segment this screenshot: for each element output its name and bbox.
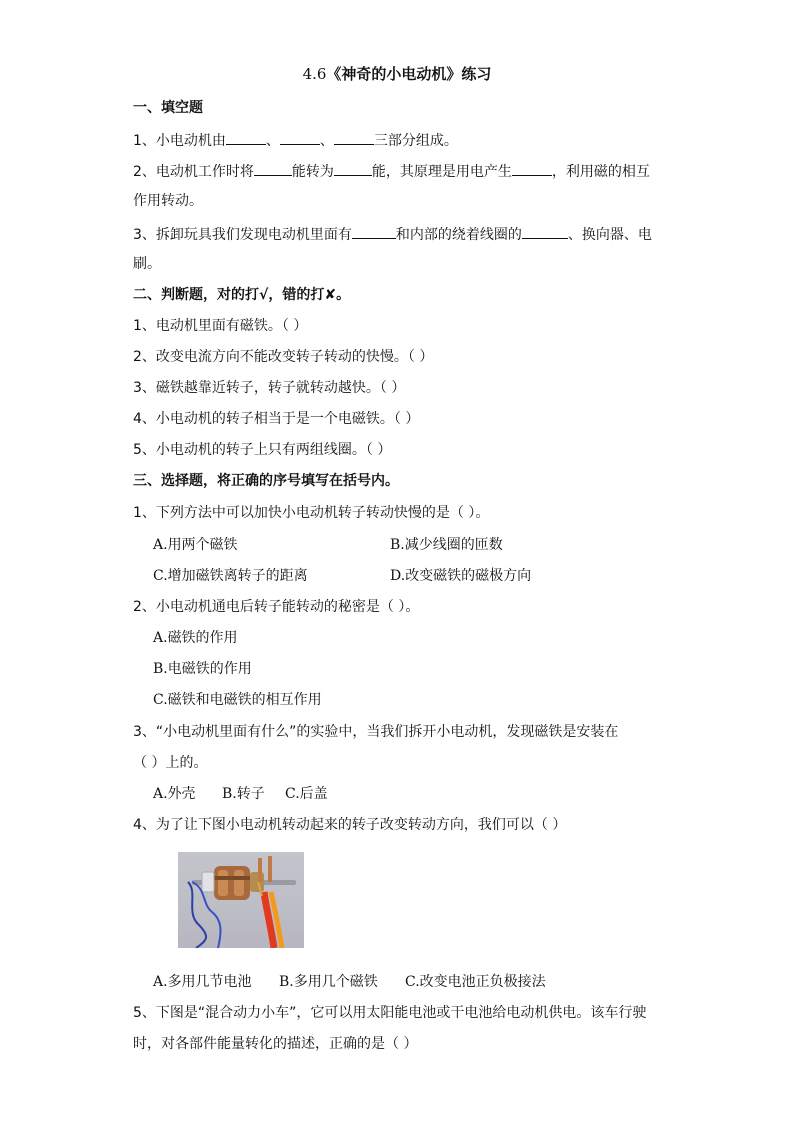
answer-blank[interactable] bbox=[334, 160, 372, 176]
q1-sep2: 、 bbox=[319, 133, 334, 149]
choice-q4-option-a[interactable]: A.多用几节电池 bbox=[153, 974, 252, 990]
fill-question-3-line2: 刷。 bbox=[133, 256, 161, 272]
answer-blank[interactable] bbox=[352, 223, 396, 239]
fill-question-3 bbox=[133, 223, 652, 245]
motor-rotor-icon bbox=[178, 852, 304, 948]
choice-q4-option-c[interactable]: C.改变电池正负极接法 bbox=[405, 974, 546, 990]
q3-suffix: 、换向器、电 bbox=[567, 227, 652, 243]
judge-item-2: 2、改变电流方向不能改变转子转动的快慢。（ ） bbox=[133, 349, 434, 365]
choice-q2-option-c[interactable]: C.磁铁和电磁铁的相互作用 bbox=[153, 692, 322, 708]
answer-blank[interactable] bbox=[522, 223, 568, 239]
choice-q4-stem: 4、为了让下图小电动机转动起来的转子改变转动方向，我们可以（ ） bbox=[133, 817, 567, 833]
choice-q4-option-b[interactable]: B.多用几个磁铁 bbox=[279, 974, 378, 990]
motor-rotor-photo bbox=[178, 852, 304, 948]
q1-sep1: 、 bbox=[265, 133, 280, 149]
answer-blank[interactable] bbox=[280, 129, 320, 145]
judge-item-5: 5、小电动机的转子上只有两组线圈。（ ） bbox=[133, 442, 392, 458]
choice-q1-option-b[interactable]: B.减少线圈的匝数 bbox=[390, 537, 503, 553]
choice-q5-stem-line1: 5、下图是“混合动力小车”，它可以用太阳能电池或干电池给电动机供电。该车行驶 bbox=[133, 1005, 647, 1021]
choice-q3-stem-line1: 3、“小电动机里面有什么”的实验中，当我们拆开小电动机，发现磁铁是安装在 bbox=[133, 724, 619, 740]
q1-prefix: 1、小电动机由 bbox=[133, 133, 226, 149]
section1-heading: 一、填空题 bbox=[133, 100, 203, 116]
choice-q2-stem: 2、小电动机通电后转子能转动的秘密是（ ）。 bbox=[133, 599, 420, 615]
choice-q1-option-a[interactable]: A.用两个磁铁 bbox=[153, 537, 238, 553]
q2-mid1: 能转为 bbox=[291, 164, 334, 180]
judge-item-4: 4、小电动机的转子相当于是一个电磁铁。（ ） bbox=[133, 411, 420, 427]
fill-question-2-line2: 作用转动。 bbox=[133, 193, 203, 209]
answer-blank[interactable] bbox=[334, 129, 374, 145]
section2-heading: 二、判断题，对的打√，错的打✘。 bbox=[133, 287, 351, 303]
choice-q1-option-d[interactable]: D.改变磁铁的磁极方向 bbox=[390, 568, 532, 584]
q2-prefix: 2、电动机工作时将 bbox=[133, 164, 254, 180]
q2-suffix: ，利用磁的相互 bbox=[551, 164, 650, 180]
q3-mid: 和内部的绕着线圈的 bbox=[395, 227, 522, 243]
answer-blank[interactable] bbox=[226, 129, 266, 145]
q1-suffix: 三部分组成。 bbox=[373, 133, 458, 149]
answer-blank[interactable] bbox=[254, 160, 292, 176]
answer-blank[interactable] bbox=[512, 160, 552, 176]
judge-item-1: 1、电动机里面有磁铁。（ ） bbox=[133, 318, 308, 334]
choice-q3-option-a[interactable]: A.外壳 bbox=[153, 786, 196, 802]
page-title bbox=[0, 63, 794, 84]
section3-heading: 三、选择题，将正确的序号填写在括号内。 bbox=[133, 473, 399, 489]
q2-mid2: 能，其原理是用电产生 bbox=[371, 164, 512, 180]
choice-q1-option-c[interactable]: C.增加磁铁离转子的距离 bbox=[153, 568, 308, 584]
title-number: 4.6 bbox=[302, 65, 327, 83]
judge-item-3: 3、磁铁越靠近转子，转子就转动越快。（ ） bbox=[133, 380, 406, 396]
fill-question-2 bbox=[133, 160, 650, 182]
choice-q3-option-c[interactable]: C.后盖 bbox=[285, 786, 328, 802]
choice-q3-option-b[interactable]: B.转子 bbox=[222, 786, 265, 802]
choice-q5-stem-line2: 时，对各部件能量转化的描述，正确的是（ ） bbox=[133, 1036, 418, 1052]
title-text: 《神奇的小电动机》练习 bbox=[326, 65, 492, 83]
fill-question-1 bbox=[133, 129, 458, 151]
q3-prefix: 3、拆卸玩具我们发现电动机里面有 bbox=[133, 227, 352, 243]
choice-q1-stem: 1、下列方法中可以加快小电动机转子转动快慢的是（ ）。 bbox=[133, 505, 490, 521]
choice-q2-option-a[interactable]: A.磁铁的作用 bbox=[153, 630, 238, 646]
choice-q3-stem-line2: （ ）上的。 bbox=[133, 755, 208, 771]
choice-q2-option-b[interactable]: B.电磁铁的作用 bbox=[153, 661, 252, 677]
